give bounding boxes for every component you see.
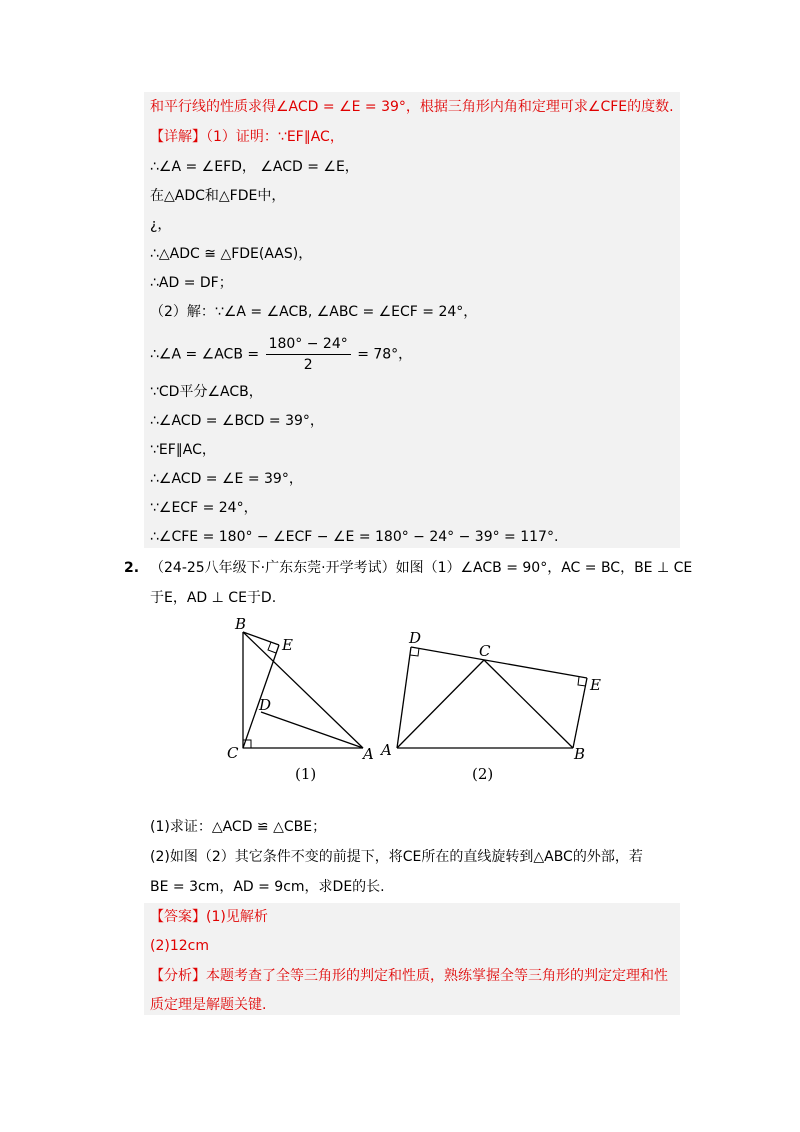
fig1-label-B: B <box>235 615 247 633</box>
fig1-label-A: A <box>363 745 374 763</box>
question-stem-text: 如图（1）∠ACB = 90°，AC = BC，BE ⊥ CE <box>395 560 693 576</box>
question-stem-1 <box>150 558 692 578</box>
figure-2 <box>375 622 615 794</box>
question-source: （24-25八年级下·广东东莞·开学考试） <box>150 560 396 576</box>
solution-line-4: ¿， <box>150 217 172 233</box>
analysis-line-2: 质定理是解题关键. <box>150 997 267 1013</box>
solution-line-2: ∴∠A = ∠EFD， ∠ACD = ∠E， <box>150 159 359 175</box>
analysis-line-1: 【分析】本题考查了全等三角形的判定和性质，熟练掌握全等三角形的判定定理和性 <box>150 968 668 984</box>
solution-line-8 <box>150 334 412 375</box>
fraction-denominator: 2 <box>303 357 313 373</box>
fig1-segment-BA <box>243 632 363 748</box>
fig2-segment-AC <box>397 660 484 748</box>
fig1-segment-BE <box>243 632 279 645</box>
solution-line-6: ∴AD = DF； <box>150 275 233 291</box>
detail-heading: 【详解】（1）证明：∵EF∥AC， <box>150 129 344 145</box>
solution-line-13: ∵∠ECF = 24°， <box>150 500 258 516</box>
fig2-label-C: C <box>479 642 491 660</box>
answer-heading: 【答案】(1)见解析 <box>150 909 268 925</box>
solution-line-12: ∴∠ACD = ∠E = 39°， <box>150 471 303 487</box>
question-part-2a: (2)如图（2）其它条件不变的前提下，将CE所在的直线旋转到△ABC的外部，若 <box>150 849 643 865</box>
fig2-label-D: D <box>409 629 422 647</box>
solution-line-3: 在△ADC和△FDE中， <box>150 188 286 204</box>
fig1-segment-AD <box>261 712 363 748</box>
fig1-caption: (1) <box>295 765 317 783</box>
answer-part-2 <box>150 936 209 956</box>
fig2-right-angle-E <box>578 677 586 686</box>
fig2-segment-DE <box>411 647 587 678</box>
fig2-label-E: E <box>590 676 601 694</box>
solution-line-10: ∴∠ACD = ∠BCD = 39°， <box>150 413 324 429</box>
solution-line-5: ∴△ADC ≅ △FDE(AAS)， <box>150 246 313 262</box>
fig1-label-D: D <box>259 696 272 714</box>
solution-line-9: ∵CD平分∠ACB， <box>150 384 263 400</box>
fig1-label-E: E <box>282 636 293 654</box>
fig2-segment-AD <box>397 647 411 748</box>
question-stem-2: 于E，AD ⊥ CE于D. <box>150 590 277 606</box>
figure-1 <box>220 612 390 792</box>
solution-line-0: 和平行线的性质求得∠ACD = ∠E = 39°，根据三角形内角和定理可求∠CFE的度数. <box>150 99 674 115</box>
solution-line-7: （2）解：∵∠A = ∠ACB, ∠ABC = ∠ECF = 24°， <box>150 304 478 320</box>
fig2-label-B: B <box>574 745 586 763</box>
fraction-result: = 78°， <box>357 346 413 363</box>
question-number: 2. <box>124 560 140 576</box>
fig2-caption: (2) <box>472 765 494 783</box>
answer-part-2-text: (2)12cm <box>150 938 209 954</box>
question-part-1: (1)求证：△ACD ≌ △CBE； <box>150 819 327 835</box>
fig1-label-C: C <box>227 744 239 762</box>
question-part-2b: BE = 3cm，AD = 9cm，求DE的长. <box>150 879 385 895</box>
fig2-label-A: A <box>381 741 392 759</box>
fraction-lead: ∴∠A = ∠ACB = <box>150 346 260 363</box>
fraction <box>266 334 351 375</box>
fig2-segment-BE <box>573 678 587 748</box>
solution-line-11: ∵EF∥AC， <box>150 442 216 458</box>
solution-line-14: ∴∠CFE = 180° − ∠ECF − ∠E = 180° − 24° − 39° = 117°. <box>150 529 559 545</box>
fraction-numerator: 180° − 24° <box>266 334 351 355</box>
